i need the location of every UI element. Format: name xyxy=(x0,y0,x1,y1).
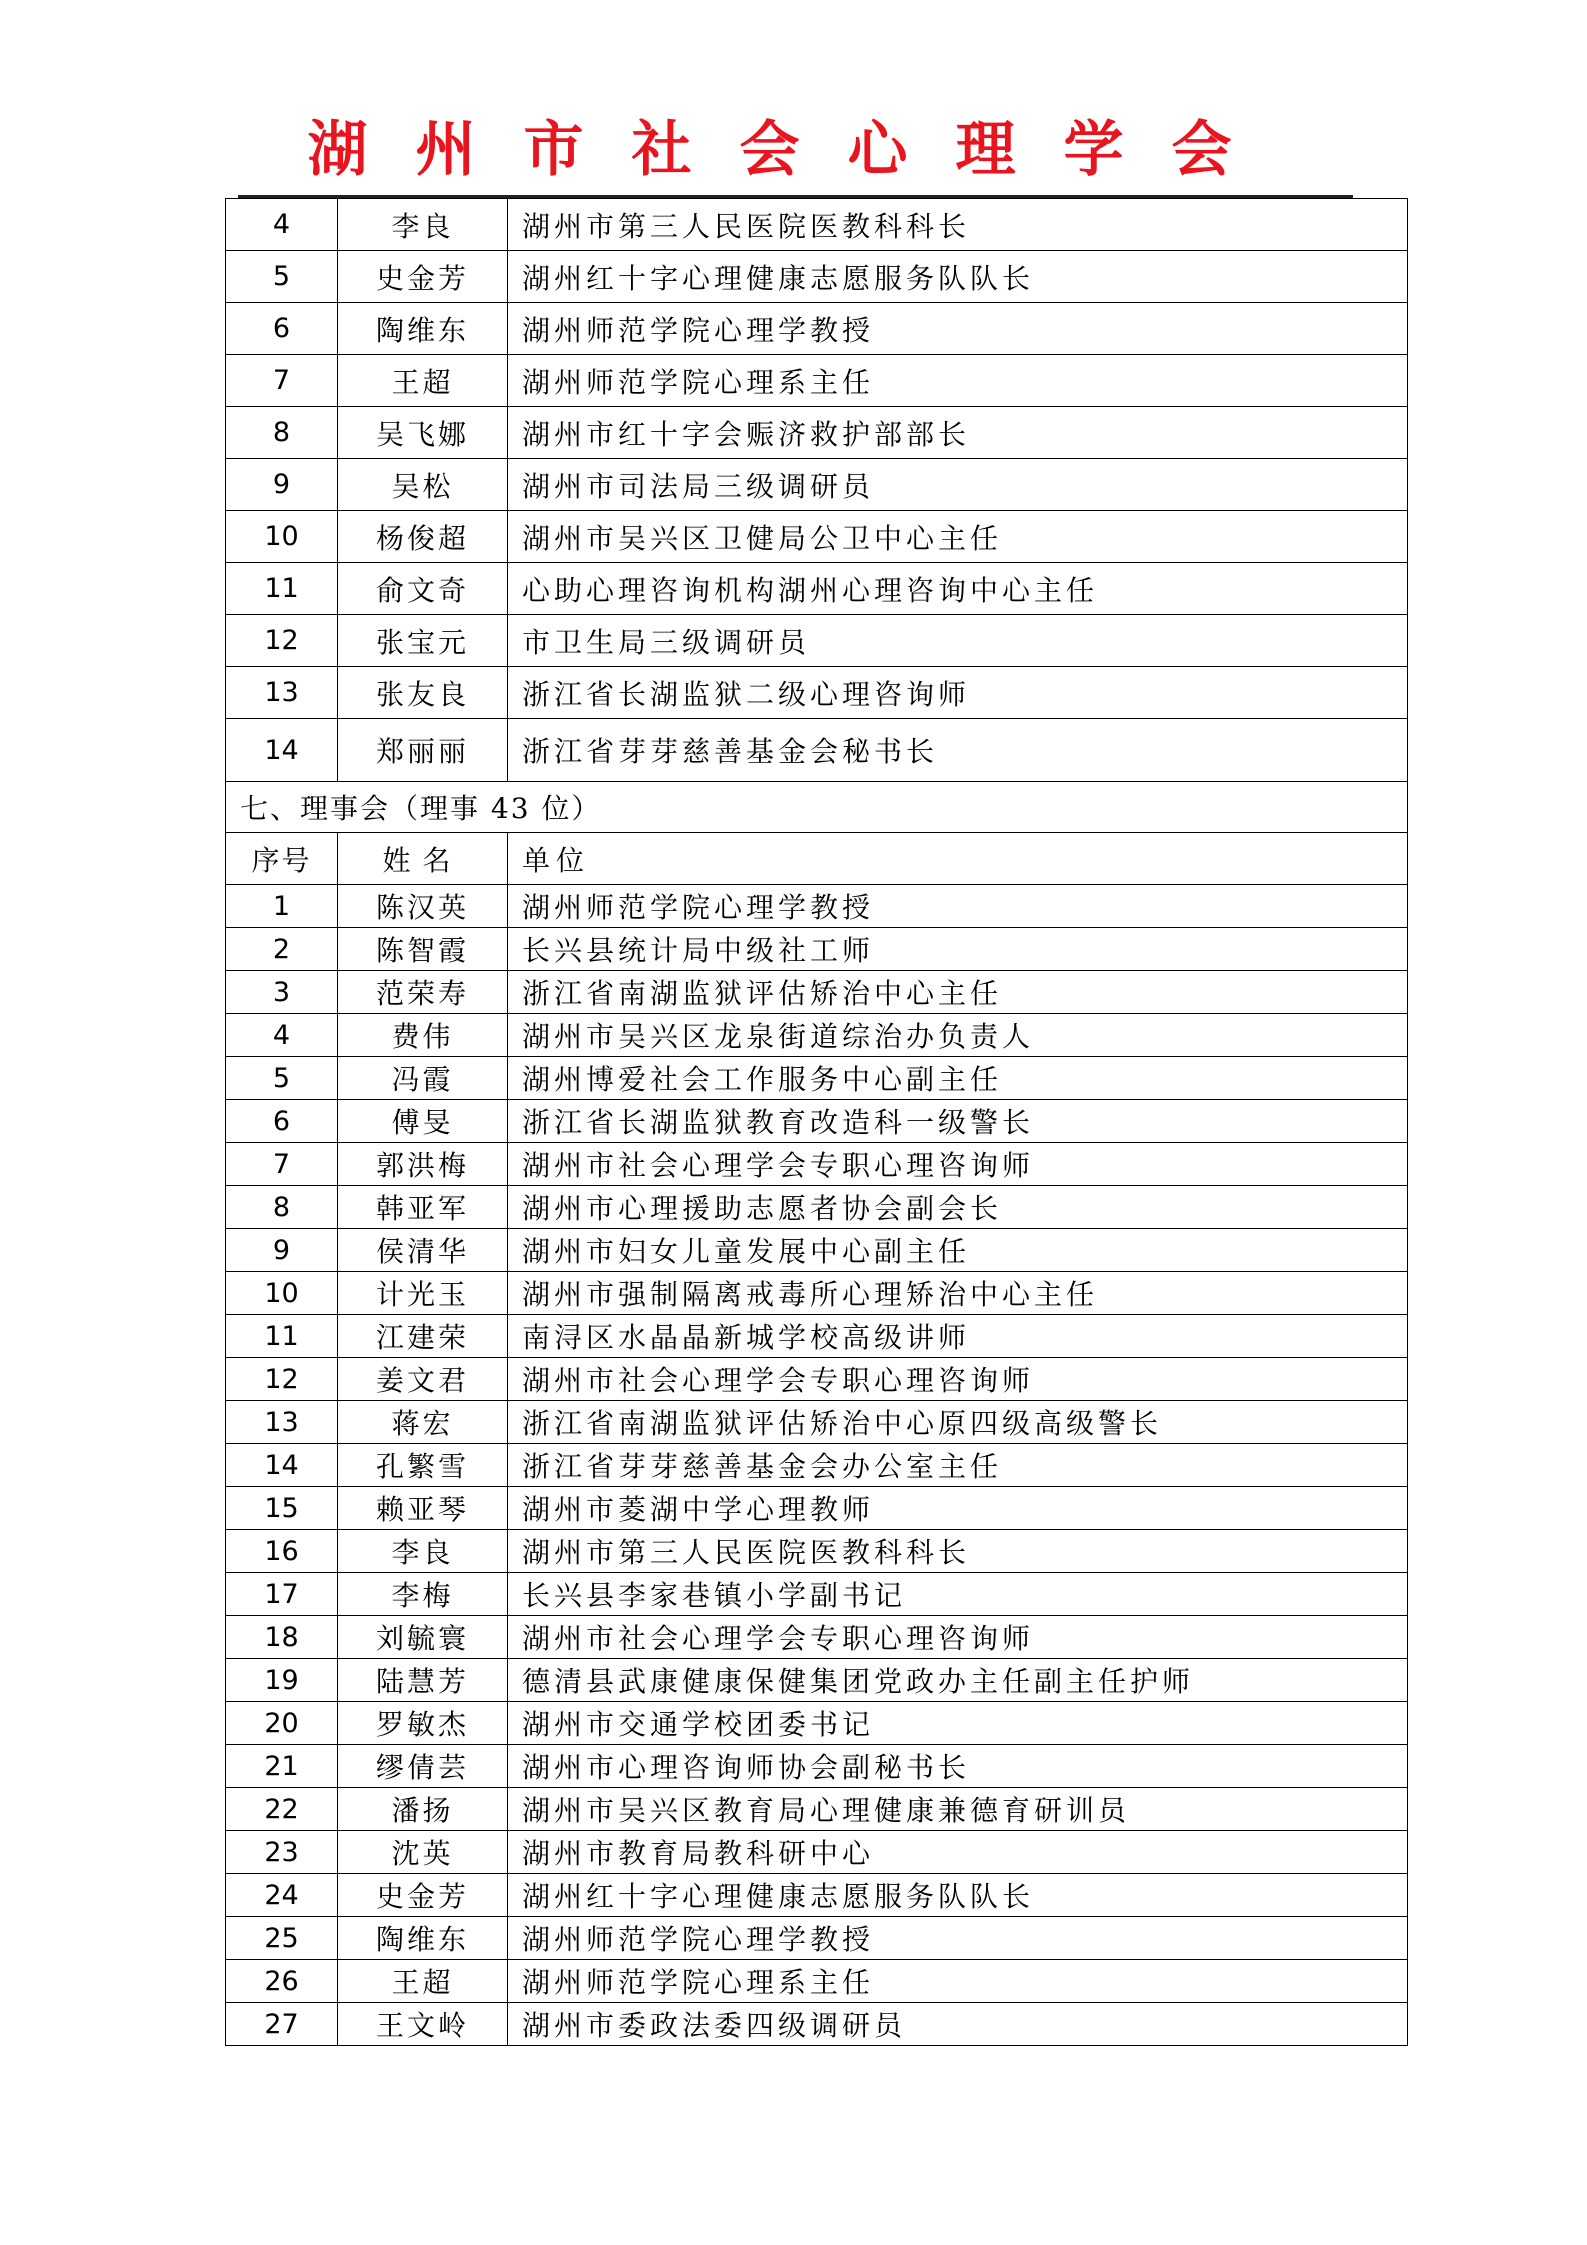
name-cell: 李良 xyxy=(338,199,508,251)
table-row xyxy=(226,885,1408,928)
table-row xyxy=(226,1745,1408,1788)
name-cell: 李梅 xyxy=(338,1573,508,1616)
table-row xyxy=(226,1960,1408,2003)
name-cell: 杨俊超 xyxy=(338,511,508,563)
table-row xyxy=(226,1487,1408,1530)
name-cell: 范荣寿 xyxy=(338,971,508,1014)
unit-cell: 湖州市红十字会赈济救护部部长 xyxy=(508,407,1408,459)
seq-cell: 7 xyxy=(226,1143,338,1186)
name-cell: 张友良 xyxy=(338,667,508,719)
unit-cell: 湖州市社会心理学会专职心理咨询师 xyxy=(508,1143,1408,1186)
table-row xyxy=(226,615,1408,667)
name-cell: 罗敏杰 xyxy=(338,1702,508,1745)
seq-cell: 14 xyxy=(226,1444,338,1487)
seq-cell: 20 xyxy=(226,1702,338,1745)
unit-cell: 德清县武康健康保健集团党政办主任副主任护师 xyxy=(508,1659,1408,1702)
unit-cell: 长兴县统计局中级社工师 xyxy=(508,928,1408,971)
seq-cell: 4 xyxy=(226,1014,338,1057)
table-row xyxy=(226,459,1408,511)
seq-cell: 25 xyxy=(226,1917,338,1960)
name-cell: 陶维东 xyxy=(338,1917,508,1960)
name-cell: 蒋宏 xyxy=(338,1401,508,1444)
name-cell: 吴飞娜 xyxy=(338,407,508,459)
seq-cell: 11 xyxy=(226,1315,338,1358)
unit-cell: 湖州师范学院心理学教授 xyxy=(508,885,1408,928)
seq-cell: 26 xyxy=(226,1960,338,2003)
seq-cell: 4 xyxy=(226,199,338,251)
unit-cell: 湖州市妇女儿童发展中心副主任 xyxy=(508,1229,1408,1272)
seq-cell: 16 xyxy=(226,1530,338,1573)
name-cell: 李良 xyxy=(338,1530,508,1573)
unit-cell: 湖州市司法局三级调研员 xyxy=(508,459,1408,511)
name-cell: 陶维东 xyxy=(338,303,508,355)
unit-cell: 湖州师范学院心理系主任 xyxy=(508,355,1408,407)
seq-cell: 1 xyxy=(226,885,338,928)
name-cell: 王文岭 xyxy=(338,2003,508,2046)
header-name: 姓名 xyxy=(338,833,508,885)
header-seq: 序号 xyxy=(226,833,338,885)
table-row xyxy=(226,1917,1408,1960)
table-row xyxy=(226,719,1408,782)
member-table xyxy=(225,198,1408,2046)
unit-cell: 湖州红十字心理健康志愿服务队队长 xyxy=(508,1874,1408,1917)
section-title-row xyxy=(226,782,1408,833)
seq-cell: 12 xyxy=(226,1358,338,1401)
name-cell: 计光玉 xyxy=(338,1272,508,1315)
unit-cell: 湖州市社会心理学会专职心理咨询师 xyxy=(508,1616,1408,1659)
seq-cell: 2 xyxy=(226,928,338,971)
unit-cell: 湖州市菱湖中学心理教师 xyxy=(508,1487,1408,1530)
unit-cell: 南浔区水晶晶新城学校高级讲师 xyxy=(508,1315,1408,1358)
table-row xyxy=(226,1788,1408,1831)
seq-cell: 15 xyxy=(226,1487,338,1530)
unit-cell: 湖州市吴兴区龙泉街道综治办负责人 xyxy=(508,1014,1408,1057)
seq-cell: 21 xyxy=(226,1745,338,1788)
seq-cell: 10 xyxy=(226,1272,338,1315)
table-row xyxy=(226,1401,1408,1444)
table-row xyxy=(226,1702,1408,1745)
table-row xyxy=(226,511,1408,563)
name-cell: 郭洪梅 xyxy=(338,1143,508,1186)
table-row xyxy=(226,1444,1408,1487)
name-cell: 陈智霞 xyxy=(338,928,508,971)
unit-cell: 湖州市吴兴区教育局心理健康兼德育研训员 xyxy=(508,1788,1408,1831)
document-header-title: 湖州市社会心理学会 xyxy=(307,115,1280,185)
unit-cell: 浙江省芽芽慈善基金会秘书长 xyxy=(508,719,1408,782)
table-header-row xyxy=(226,833,1408,885)
unit-cell: 湖州市第三人民医院医教科科长 xyxy=(508,199,1408,251)
table-row xyxy=(226,1616,1408,1659)
seq-cell: 8 xyxy=(226,407,338,459)
table-row xyxy=(226,1831,1408,1874)
table-row xyxy=(226,1874,1408,1917)
table-row xyxy=(226,1014,1408,1057)
table-row xyxy=(226,2003,1408,2046)
council-rows xyxy=(226,885,1408,2046)
seq-cell: 18 xyxy=(226,1616,338,1659)
name-cell: 俞文奇 xyxy=(338,563,508,615)
name-cell: 史金芳 xyxy=(338,251,508,303)
table-row xyxy=(226,303,1408,355)
table-row xyxy=(226,251,1408,303)
name-cell: 张宝元 xyxy=(338,615,508,667)
continued-rows xyxy=(226,199,1408,782)
name-cell: 郑丽丽 xyxy=(338,719,508,782)
seq-cell: 9 xyxy=(226,1229,338,1272)
table-row xyxy=(226,1229,1408,1272)
seq-cell: 10 xyxy=(226,511,338,563)
seq-cell: 11 xyxy=(226,563,338,615)
name-cell: 吴松 xyxy=(338,459,508,511)
unit-cell: 湖州市心理咨询师协会副秘书长 xyxy=(508,1745,1408,1788)
table-row xyxy=(226,199,1408,251)
seq-cell: 5 xyxy=(226,251,338,303)
table-row xyxy=(226,1272,1408,1315)
seq-cell: 13 xyxy=(226,1401,338,1444)
name-cell: 沈英 xyxy=(338,1831,508,1874)
name-cell: 费伟 xyxy=(338,1014,508,1057)
table-row xyxy=(226,1315,1408,1358)
unit-cell: 湖州市吴兴区卫健局公卫中心主任 xyxy=(508,511,1408,563)
table-row xyxy=(226,407,1408,459)
name-cell: 刘毓寰 xyxy=(338,1616,508,1659)
table-row xyxy=(226,1057,1408,1100)
unit-cell: 湖州市教育局教科研中心 xyxy=(508,1831,1408,1874)
seq-cell: 19 xyxy=(226,1659,338,1702)
table-row xyxy=(226,1530,1408,1573)
seq-cell: 12 xyxy=(226,615,338,667)
unit-cell: 浙江省长湖监狱二级心理咨询师 xyxy=(508,667,1408,719)
unit-cell: 浙江省长湖监狱教育改造科一级警长 xyxy=(508,1100,1408,1143)
seq-cell: 22 xyxy=(226,1788,338,1831)
name-cell: 王超 xyxy=(338,355,508,407)
name-cell: 冯霞 xyxy=(338,1057,508,1100)
unit-cell: 湖州市社会心理学会专职心理咨询师 xyxy=(508,1358,1408,1401)
table-row xyxy=(226,667,1408,719)
unit-cell: 浙江省芽芽慈善基金会办公室主任 xyxy=(508,1444,1408,1487)
section-title: 七、理事会（理事 43 位） xyxy=(226,782,1408,833)
seq-cell: 17 xyxy=(226,1573,338,1616)
table-row xyxy=(226,971,1408,1014)
unit-cell: 湖州师范学院心理学教授 xyxy=(508,303,1408,355)
unit-cell: 浙江省南湖监狱评估矫治中心原四级高级警长 xyxy=(508,1401,1408,1444)
table-row xyxy=(226,1186,1408,1229)
name-cell: 史金芳 xyxy=(338,1874,508,1917)
name-cell: 潘扬 xyxy=(338,1788,508,1831)
council-section xyxy=(226,782,1408,885)
name-cell: 侯清华 xyxy=(338,1229,508,1272)
seq-cell: 23 xyxy=(226,1831,338,1874)
table-row xyxy=(226,1358,1408,1401)
name-cell: 江建荣 xyxy=(338,1315,508,1358)
seq-cell: 13 xyxy=(226,667,338,719)
seq-cell: 8 xyxy=(226,1186,338,1229)
unit-cell: 湖州市强制隔离戒毒所心理矫治中心主任 xyxy=(508,1272,1408,1315)
header-unit: 单位 xyxy=(508,833,1408,885)
seq-cell: 6 xyxy=(226,303,338,355)
unit-cell: 湖州红十字心理健康志愿服务队队长 xyxy=(508,251,1408,303)
member-table-container xyxy=(225,198,1407,2046)
name-cell: 王超 xyxy=(338,1960,508,2003)
unit-cell: 市卫生局三级调研员 xyxy=(508,615,1408,667)
unit-cell: 湖州市委政法委四级调研员 xyxy=(508,2003,1408,2046)
seq-cell: 6 xyxy=(226,1100,338,1143)
unit-cell: 湖州市交通学校团委书记 xyxy=(508,1702,1408,1745)
name-cell: 姜文君 xyxy=(338,1358,508,1401)
name-cell: 傅旻 xyxy=(338,1100,508,1143)
unit-cell: 湖州博爱社会工作服务中心副主任 xyxy=(508,1057,1408,1100)
unit-cell: 湖州师范学院心理系主任 xyxy=(508,1960,1408,2003)
unit-cell: 湖州市第三人民医院医教科科长 xyxy=(508,1530,1408,1573)
seq-cell: 27 xyxy=(226,2003,338,2046)
name-cell: 赖亚琴 xyxy=(338,1487,508,1530)
seq-cell: 9 xyxy=(226,459,338,511)
unit-cell: 长兴县李家巷镇小学副书记 xyxy=(508,1573,1408,1616)
seq-cell: 24 xyxy=(226,1874,338,1917)
table-row xyxy=(226,355,1408,407)
unit-cell: 湖州市心理援助志愿者协会副会长 xyxy=(508,1186,1408,1229)
name-cell: 韩亚军 xyxy=(338,1186,508,1229)
name-cell: 陈汉英 xyxy=(338,885,508,928)
table-row xyxy=(226,1100,1408,1143)
table-row xyxy=(226,1143,1408,1186)
unit-cell: 浙江省南湖监狱评估矫治中心主任 xyxy=(508,971,1408,1014)
name-cell: 缪倩芸 xyxy=(338,1745,508,1788)
seq-cell: 7 xyxy=(226,355,338,407)
unit-cell: 湖州师范学院心理学教授 xyxy=(508,1917,1408,1960)
table-row xyxy=(226,1573,1408,1616)
seq-cell: 3 xyxy=(226,971,338,1014)
table-row xyxy=(226,1659,1408,1702)
name-cell: 陆慧芳 xyxy=(338,1659,508,1702)
seq-cell: 14 xyxy=(226,719,338,782)
name-cell: 孔繁雪 xyxy=(338,1444,508,1487)
table-row xyxy=(226,563,1408,615)
unit-cell: 心助心理咨询机构湖州心理咨询中心主任 xyxy=(508,563,1408,615)
seq-cell: 5 xyxy=(226,1057,338,1100)
table-row xyxy=(226,928,1408,971)
